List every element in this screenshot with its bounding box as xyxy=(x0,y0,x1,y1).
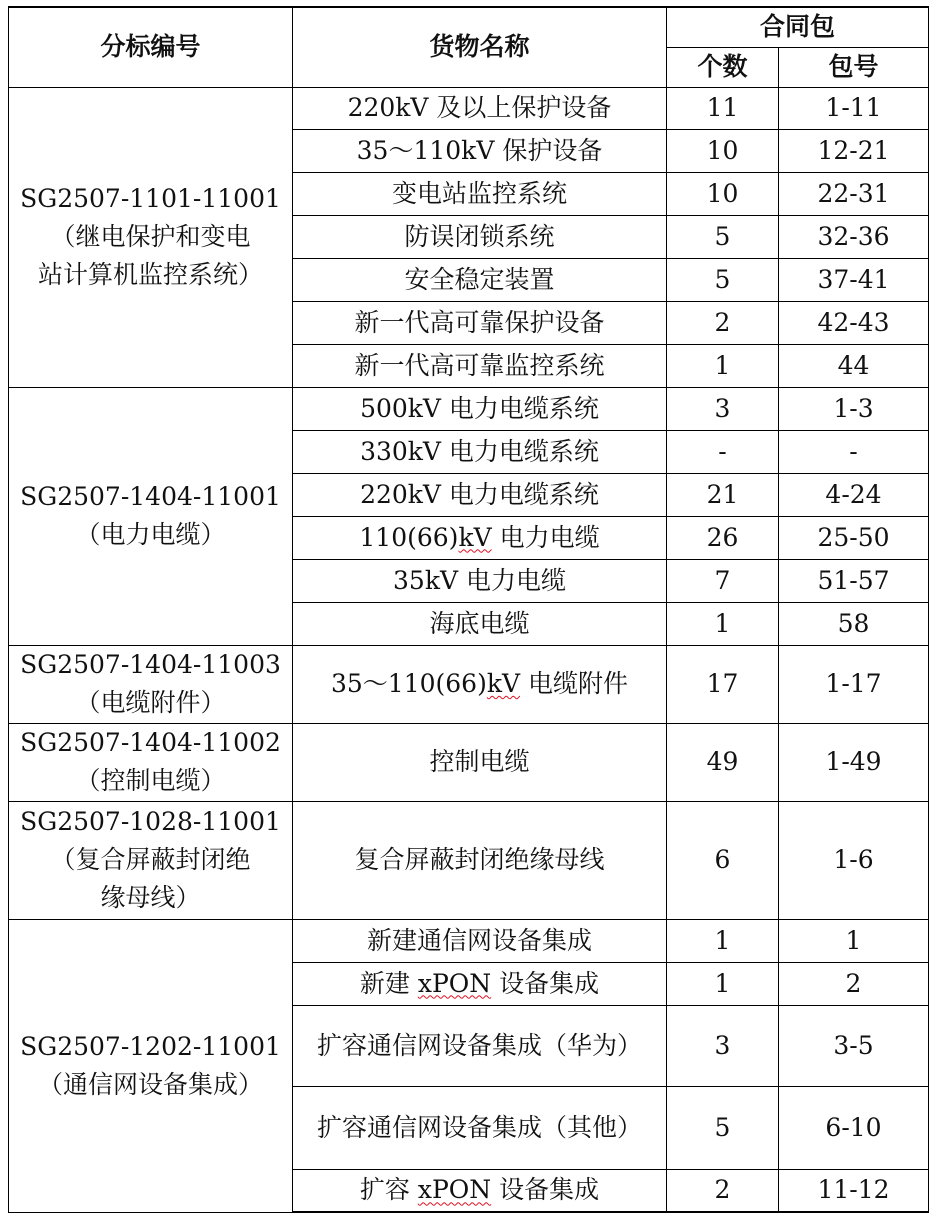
goods-name: 扩容通信网设备集成（华为） xyxy=(293,1005,667,1086)
section-code: SG2507-1101-11001 （继电保护和变电 站计算机监控系统） xyxy=(9,87,293,387)
package-count: 7 xyxy=(667,559,779,602)
table-row xyxy=(9,645,929,723)
package-number: 1-6 xyxy=(779,801,929,919)
package-number: 25-50 xyxy=(779,516,929,559)
section-code: SG2507-1404-11001 （电力电缆） xyxy=(9,387,293,645)
package-count: 2 xyxy=(667,1169,779,1212)
package-number: 1-49 xyxy=(779,723,929,801)
procurement-table xyxy=(8,6,929,1213)
goods-name: 变电站监控系统 xyxy=(293,172,667,215)
goods-name: 220kV 电力电缆系统 xyxy=(293,473,667,516)
package-number: 2 xyxy=(779,962,929,1005)
section-code: SG2507-1404-11002 （控制电缆） xyxy=(9,723,293,801)
package-count: 3 xyxy=(667,387,779,430)
package-count: 17 xyxy=(667,645,779,723)
goods-name: 安全稳定装置 xyxy=(293,258,667,301)
goods-name: 35～110(66)kV 电缆附件 xyxy=(293,645,667,723)
package-number: 51-57 xyxy=(779,559,929,602)
goods-name: 防误闭锁系统 xyxy=(293,215,667,258)
package-count: 1 xyxy=(667,962,779,1005)
table-row xyxy=(9,87,929,129)
package-count: 10 xyxy=(667,129,779,172)
package-count: 11 xyxy=(667,87,779,129)
header-count: 个数 xyxy=(667,47,779,87)
package-number: 1-17 xyxy=(779,645,929,723)
goods-name: 500kV 电力电缆系统 xyxy=(293,387,667,430)
goods-name: 复合屏蔽封闭绝缘母线 xyxy=(293,801,667,919)
spellcheck-underline: kV xyxy=(458,522,492,552)
goods-name: 扩容 xPON 设备集成 xyxy=(293,1169,667,1212)
goods-name: 220kV 及以上保护设备 xyxy=(293,87,667,129)
table-row xyxy=(9,801,929,919)
package-count: 1 xyxy=(667,602,779,645)
goods-name: 35kV 电力电缆 xyxy=(293,559,667,602)
package-count: 21 xyxy=(667,473,779,516)
package-number: 58 xyxy=(779,602,929,645)
header-code: 分标编号 xyxy=(9,7,293,87)
package-number: 3-5 xyxy=(779,1005,929,1086)
package-count: 3 xyxy=(667,1005,779,1086)
package-number: - xyxy=(779,430,929,473)
package-count: 1 xyxy=(667,919,779,962)
package-count: 26 xyxy=(667,516,779,559)
package-count: - xyxy=(667,430,779,473)
package-count: 49 xyxy=(667,723,779,801)
goods-name: 35～110kV 保护设备 xyxy=(293,129,667,172)
package-number: 4-24 xyxy=(779,473,929,516)
package-number: 37-41 xyxy=(779,258,929,301)
package-number: 44 xyxy=(779,344,929,387)
goods-name: 扩容通信网设备集成（其他） xyxy=(293,1086,667,1169)
section-code: SG2507-1028-11001 （复合屏蔽封闭绝 缘母线） xyxy=(9,801,293,919)
package-count: 5 xyxy=(667,1086,779,1169)
package-count: 2 xyxy=(667,301,779,344)
goods-name: 新建通信网设备集成 xyxy=(293,919,667,962)
package-count: 5 xyxy=(667,215,779,258)
package-number: 32-36 xyxy=(779,215,929,258)
goods-name: 110(66)kV 电力电缆 xyxy=(293,516,667,559)
package-number: 42-43 xyxy=(779,301,929,344)
header-pkg-group: 合同包 xyxy=(667,7,929,47)
spellcheck-underline: kV xyxy=(486,669,521,698)
package-number: 1 xyxy=(779,919,929,962)
goods-name: 新一代高可靠保护设备 xyxy=(293,301,667,344)
goods-name: 330kV 电力电缆系统 xyxy=(293,430,667,473)
package-number: 11-12 xyxy=(779,1169,929,1212)
spellcheck-underline: xPON xyxy=(417,968,492,998)
table-row xyxy=(9,387,929,430)
goods-name: 新一代高可靠监控系统 xyxy=(293,344,667,387)
package-count: 5 xyxy=(667,258,779,301)
package-number: 6-10 xyxy=(779,1086,929,1169)
package-count: 6 xyxy=(667,801,779,919)
package-number: 1-3 xyxy=(779,387,929,430)
package-count: 1 xyxy=(667,344,779,387)
spellcheck-underline: xPON xyxy=(417,1175,492,1205)
header-name: 货物名称 xyxy=(293,7,667,87)
package-number: 12-21 xyxy=(779,129,929,172)
package-number: 1-11 xyxy=(779,87,929,129)
goods-name: 控制电缆 xyxy=(293,723,667,801)
goods-name: 新建 xPON 设备集成 xyxy=(293,962,667,1005)
header-pkg-no: 包号 xyxy=(779,47,929,87)
table-body xyxy=(9,87,929,1212)
package-count: 10 xyxy=(667,172,779,215)
goods-name: 海底电缆 xyxy=(293,602,667,645)
table-row xyxy=(9,723,929,801)
section-code: SG2507-1404-11003 （电缆附件） xyxy=(9,645,293,723)
package-number: 22-31 xyxy=(779,172,929,215)
table-row xyxy=(9,919,929,962)
section-code: SG2507-1202-11001 （通信网设备集成） xyxy=(9,919,293,1212)
